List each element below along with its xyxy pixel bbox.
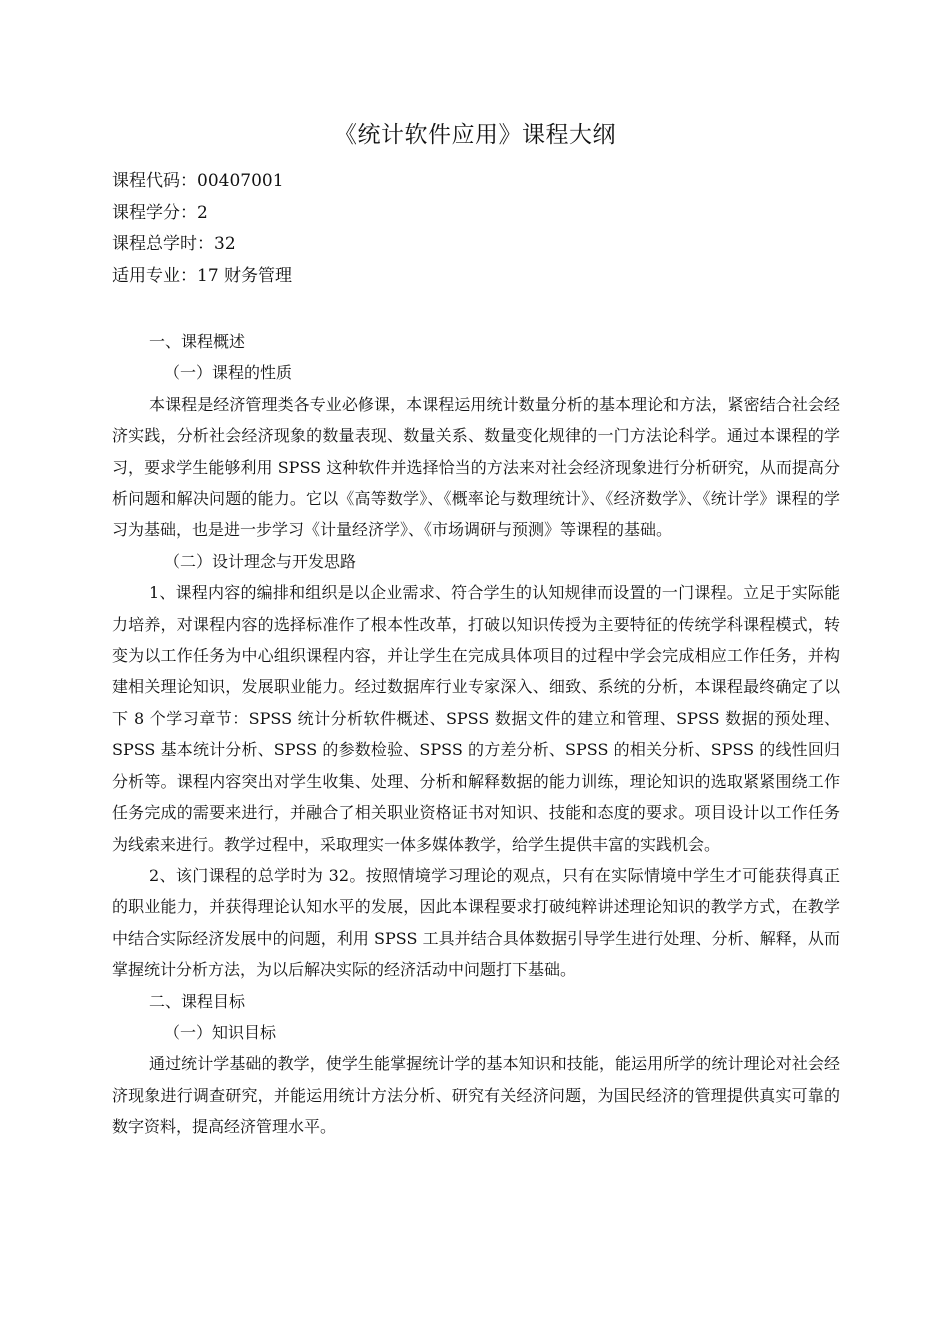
paragraph-design-1: 1、课程内容的编排和组织是以企业需求、符合学生的认知规律而设置的一门课程。立足于实际能力培养，对课程内容的选择标准作了根本性改革，打破以知识传授为主要特征的传统学科课程模式，转变为以工作任务为中心组织课程内容，并让学生在完成具体项目的过程中学会完成相应工作任务，并构建相关理论知识，发展职业能力。经过数据库行业专家深入、细致、系统的分析，本课程最终确定了以下 8 个学习章节：SPSS 统计分析软件概述、SPSS 数据文件的建立和管理、SPSS 数据的预处理、SPSS 基本统计分析、SPSS 的参数检验、SPSS 的方差分析、SPSS 的相关分析、SPSS 的线性回归分析等。课程内容突出对学生收集、处理、分析和解释数据的能力训练，理论知识的选取紧紧围绕工作任务完成的需要来进行，并融合了相关职业资格证书对知识、技能和态度的要求。项目设计以工作任务为线索来进行。教学过程中，采取理实一体多媒体教学，给学生提供丰富的实践机会。	[112, 583, 840, 854]
course-credits: 课程学分：2	[112, 202, 208, 223]
subsection-heading-nature: （一）课程的性质	[164, 363, 293, 383]
course-major: 适用专业：17 财务管理	[112, 265, 293, 286]
document-body	[112, 326, 840, 1143]
paragraph-design-2: 2、该门课程的总学时为 32。按照情境学习理论的观点，只有在实际情境中学生才可能获得真正的职业能力，并获得理论认知水平的发展，因此本课程要求打破纯粹讲述理论知识的教学方式，在教学中结合实际经济发展中的问题，利用 SPSS 工具并结合具体数据引导学生进行处理、分析、解释，从而掌握统计分析方法，为以后解决实际的经济活动中问题打下基础。	[112, 865, 840, 980]
course-code: 课程代码：00407001	[112, 171, 284, 191]
paragraph-knowledge: 通过统计学基础的教学，使学生能掌握统计学的基本知识和技能，能运用所学的统计理论对社会经济现象进行调查研究，并能运用统计方法分析、研究有关经济问题，为国民经济的管理提供真实可靠的数字资料，提高经济管理水平。	[112, 1054, 840, 1137]
section-heading-overview: 一、课程概述	[149, 332, 246, 351]
course-meta	[112, 166, 852, 292]
subsection-heading-knowledge: （一）知识目标	[164, 1022, 277, 1042]
section-heading-objectives: 二、课程目标	[149, 991, 246, 1011]
subsection-heading-design: （二）设计理念与开发思路	[164, 551, 357, 571]
course-hours: 课程总学时：32	[112, 234, 236, 254]
document-title: 《统计软件应用》课程大纲	[334, 122, 616, 148]
paragraph-nature: 本课程是经济管理类各专业必修课，本课程运用统计数量分析的基本理论和方法，紧密结合社会经济实践，分析社会经济现象的数量表现、数量关系、数量变化规律的一门方法论科学。通过本课程的学习，要求学生能够利用 SPSS 这种软件并选择恰当的方法来对社会经济现象进行分析研究，从而提高分析问题和解决问题的能力。它以《高等数学》、《概率论与数理统计》、《经济数学》、《统计学》课程的学习为基础，也是进一步学习《计量经济学》、《市场调研与预测》等课程的基础。	[112, 394, 840, 540]
